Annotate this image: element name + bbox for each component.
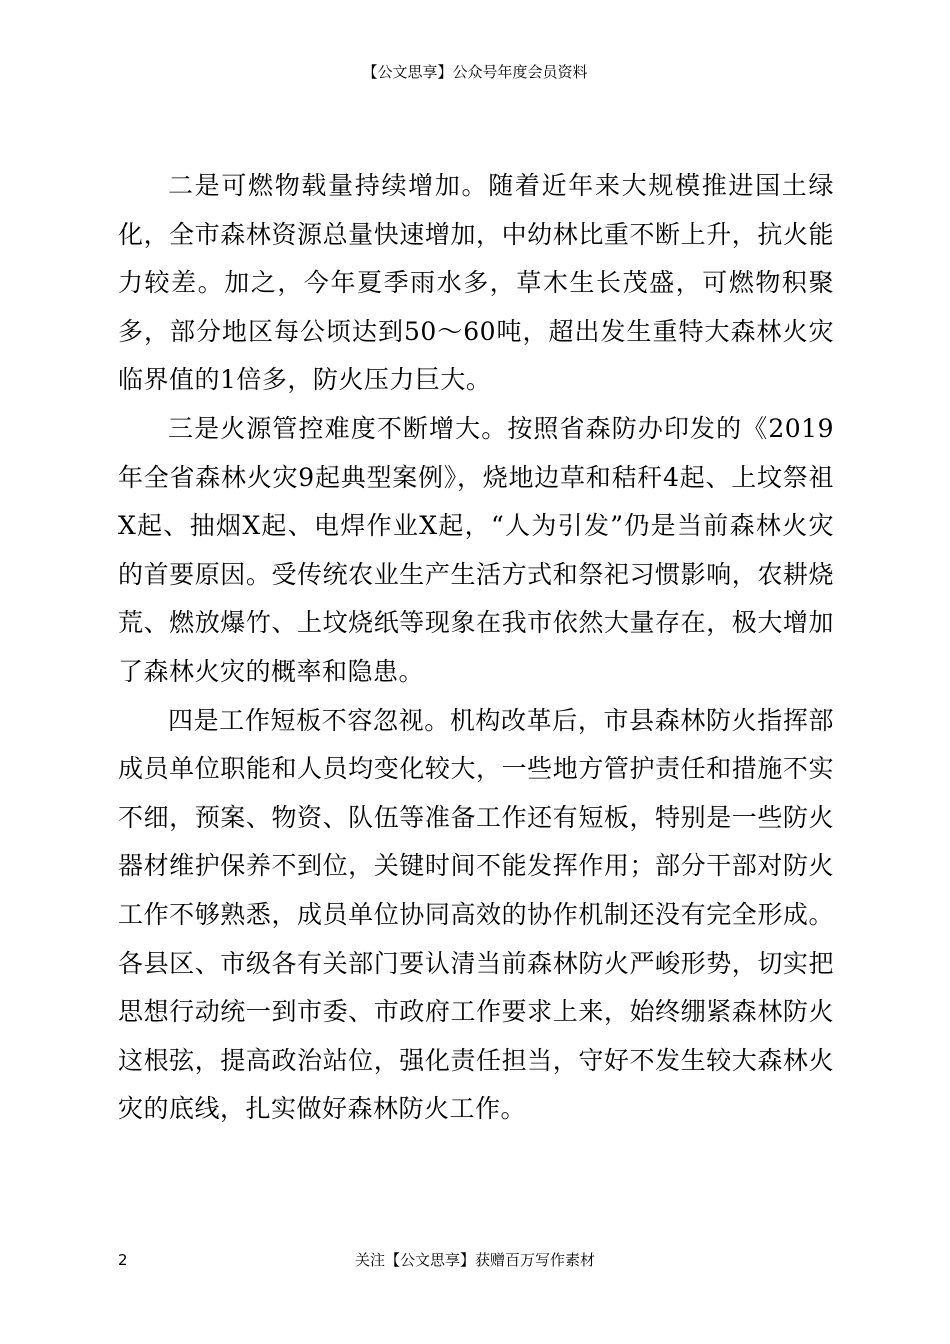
page-footer: 关注【公文思享】获赠百万写作素材 [354, 1251, 595, 1269]
document-body [118, 162, 834, 1134]
paragraph-fuel-load: 二是可燃物载量持续增加。随着近年来大规模推进国土绿化，全市森林资源总量快速增加，中幼林比重不断上升，抗火能力较差。加之，今年夏季雨水多，草木生长茂盛，可燃物积聚多，部分地区每公顷达到50～60吨，超出发生重特大森林火灾临界值的1倍多，防火压力巨大。 [118, 171, 834, 395]
page-header: 【公文思享】公众号年度会员资料 [362, 63, 588, 81]
page-number: 2 [118, 1251, 128, 1269]
paragraph-fire-source-control: 三是火源管控难度不断增大。按照省森防办印发的《2019年全省森林火灾9起典型案例》，烧地边草和秸秆4起、上坟祭祖X起、抽烟X起、电焊作业X起，“人为引发”仍是当前森林火灾的首要原因。受传统农业生产生活方式和祭祀习惯影响，农耕烧荒、燃放爆竹、上坟烧纸等现象在我市依然大量存在，极大增加了森林火灾的概率和隐患。 [118, 413, 834, 686]
paragraph-work-shortcomings: 四是工作短板不容忽视。机构改革后，市县森林防火指挥部成员单位职能和人员均变化较大，一些地方管护责任和措施不实不细，预案、物资、队伍等准备工作还有短板，特别是一些防火器材维护保养不到位，关键时间不能发挥作用；部分干部对防火工作不够熟悉，成员单位协同高效的协作机制还没有完全形成。各县区、市级各有关部门要认清当前森林防火严峻形势，切实把思想行动统一到市委、市政府工作要求上来，始终绷紧森林防火这根弦，提高政治站位，强化责任担当，守好不发生较大森林火灾的底线，扎实做好森林防火工作。 [118, 705, 834, 1124]
